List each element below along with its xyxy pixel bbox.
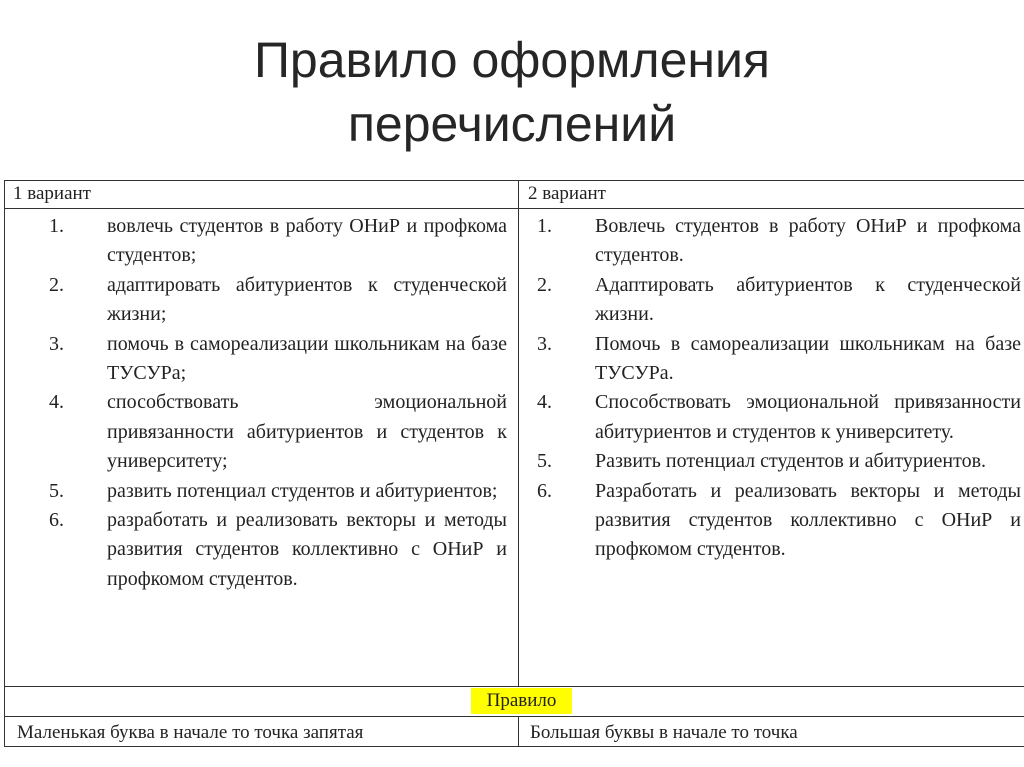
- table-rule-divider: [4, 716, 1024, 717]
- list-item: [507, 447, 1021, 476]
- column-header-variant-2: 2 вариант: [528, 183, 606, 204]
- list-item-text: Вовлечь студентов в работу ОНиР и профкома студентов.: [595, 215, 1021, 267]
- slide-title-line-1: Правило оформления: [253, 32, 770, 88]
- list-item-number: 3.: [49, 332, 64, 355]
- list-item-text: Помочь в самореализации школьникам на базе ТУСУРа.: [595, 332, 1021, 385]
- list-item: [507, 212, 1021, 271]
- list-item-text: Развить потенциал студентов и абитуриентов.: [595, 450, 987, 473]
- rule-label: Правило: [471, 688, 572, 714]
- table-border-top: [4, 180, 1024, 181]
- list-item-number: 1.: [49, 215, 64, 237]
- list-item-text: Способствовать эмоциональной привязанности абитуриентов и студентов к университету.: [595, 391, 1021, 443]
- list-item: [507, 477, 1021, 565]
- list-item-text: адаптировать абитуриентов к студенческой жизни;: [107, 273, 507, 326]
- list-item: [19, 330, 507, 389]
- variant-2-list: [507, 212, 1021, 565]
- table-header-divider: [4, 208, 1024, 209]
- list-item-number: 3.: [537, 332, 552, 355]
- variant-1-list: [19, 212, 507, 594]
- rule-variant-2: Большая буквы в начале то точка: [530, 722, 798, 743]
- column-header-variant-1: 1 вариант: [13, 183, 91, 204]
- list-item: [19, 212, 507, 271]
- list-item-text: развить потенциал студентов и абитуриентов;: [107, 479, 498, 502]
- list-item: [19, 271, 507, 330]
- list-item-number: 6.: [49, 509, 64, 532]
- slide-title-line-2: перечислений: [347, 96, 677, 152]
- list-item-number: 2.: [49, 273, 64, 296]
- list-item-text: вовлечь студентов в работу ОНиР и профкома студентов;: [107, 215, 507, 267]
- list-item-number: 1.: [537, 215, 552, 237]
- list-item: [19, 477, 507, 506]
- list-item-number: 2.: [537, 273, 552, 296]
- table-body-divider: [4, 686, 1024, 687]
- slide-title: [0, 28, 1024, 156]
- list-item: [507, 330, 1021, 389]
- list-item-text: Разработать и реализовать векторы и методы развития студентов коллективно с ОНиР и профкомом студентов.: [595, 479, 1021, 561]
- list-item: [507, 271, 1021, 330]
- list-item-number: 5.: [537, 450, 552, 473]
- list-item-text: способствовать эмоциональной привязанности абитуриентов и студентов к университету;: [107, 391, 507, 473]
- table-border-left: [4, 180, 5, 747]
- list-item: [507, 388, 1021, 447]
- list-item-number: 5.: [49, 479, 64, 502]
- list-item-text: Адаптировать абитуриентов к студенческой жизни.: [595, 273, 1021, 326]
- list-item-number: 4.: [49, 391, 64, 414]
- list-item-number: 6.: [537, 479, 552, 502]
- list-item-number: 4.: [537, 391, 552, 414]
- list-item-text: помочь в самореализации школьникам на базе ТУСУРа;: [107, 332, 507, 385]
- list-item: [19, 506, 507, 594]
- list-item: [19, 388, 507, 476]
- list-item-text: разработать и реализовать векторы и методы развития студентов коллективно с ОНиР и профкомом студентов.: [107, 509, 507, 590]
- rule-variant-1: Маленькая буква в начале то точка запятая: [17, 722, 364, 743]
- table-column-divider-bottom: [518, 716, 519, 747]
